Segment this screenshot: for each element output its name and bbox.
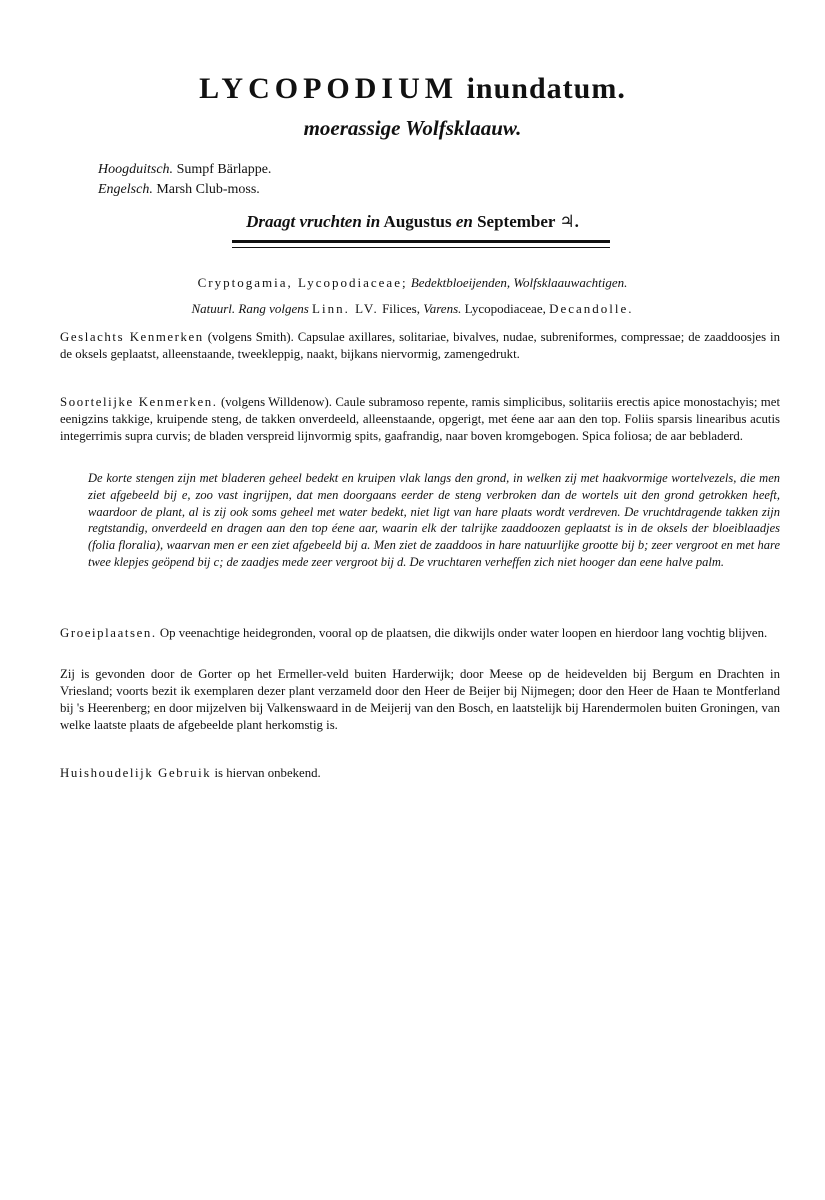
localities: Zij is gevonden door de Gorter op het Ermeller-veld buiten Harderwijk; door Meese op de heidevelden bij Bergum en Drachten in Vriesland; voorts bezit ik exemplaren dezer plant verzameld door den Heer de Beijer bij Nijmegen; door den Heer de Haan te Montferland bij 's Heerenberg; en door mijzelven bij Valkenswaard in de Meijerij van den Bosch, en laatstelijk bij Harendermolen buiten Groningen, van welke laatste plaats de afgebeelde plant herkomstig is.: [60, 667, 780, 732]
divider-thick: [232, 240, 610, 243]
dutch-name: moerassige Wolfsklaauw.: [303, 116, 522, 140]
section-text: Op veenachtige heidegronden, vooral op de plaatsen, die dikwijls onder water loopen en hierdoor lang vochtig blijven.: [159, 626, 768, 640]
fruiting-month1: Augustus: [383, 212, 452, 231]
linnaeus-ref: Linn. LV.: [312, 301, 379, 316]
section-heading: Soortelijke Kenmerken.: [60, 395, 218, 409]
genus-name: LYCOPODIUM: [199, 72, 459, 105]
section-text: is hiervan onbekend.: [214, 766, 321, 780]
fruiting-prefix: Draagt vruchten in: [246, 212, 381, 231]
vernacular-value: Marsh Club-moss.: [156, 182, 260, 197]
vernacular-value: Sumpf Bärlappe.: [176, 162, 272, 177]
species-name: inundatum.: [466, 72, 626, 105]
decandolle-ref: Decandolle.: [549, 301, 634, 316]
vernacular-english: [98, 182, 260, 198]
class-latin: Cryptogamia, Lycopodiaceae;: [197, 275, 408, 290]
section-heading: Geslachts Kenmerken: [60, 330, 204, 344]
vernacular-lang: Hoogduitsch.: [98, 162, 174, 177]
fruiting-conj: en: [455, 212, 473, 231]
section-heading: Groeiplaatsen.: [60, 626, 157, 640]
page-title: [0, 72, 825, 106]
fruiting-month2: September: [477, 212, 556, 231]
fruiting-time: [0, 212, 825, 232]
species-characters: [60, 394, 780, 445]
vernacular-lang: Engelsch.: [98, 182, 153, 197]
classification-line-2: [0, 301, 825, 317]
economic-use: [60, 765, 780, 782]
class-dutch: Bedektbloeijenden, Wolfsklaauwachtigen.: [410, 275, 628, 290]
perennial-symbol: ♃.: [559, 212, 579, 231]
section-heading: Huishoudelijk Gebruik: [60, 766, 212, 780]
section-text: (volgens Willdenow). Caule subramoso repente, ramis simplicibus, solitariis erectis apice monostachyis; met eenigzins takkige, kruipende steng, de takken onverdeeld, alleenstaande, opgerigt, met éene aar aan den top. Foliis sparsis linearibus acutis integerrimis supra curvis; de bladen verspreid lijnvormig spits, gaafrandig, naar boven kromgebogen. Spica foliosa; de aar bebladerd.: [60, 395, 780, 443]
section-text: (volgens Smith). Capsulae axillares, solitariae, bivalves, nudae, subreniformes, compressae; de zaaddoosjes in de oksels geplaatst, alleenstaande, tweekleppig, naakt, bijkans niervormig, zamengedrukt.: [60, 330, 780, 361]
order-dutch: Varens.: [423, 301, 462, 316]
family-name: Lycopodiaceae,: [464, 301, 546, 316]
order-latin: Filices,: [382, 301, 420, 316]
genus-characters: [60, 329, 780, 363]
divider-thin: [232, 247, 610, 248]
vernacular-german: [98, 162, 271, 178]
rank-label: Natuurl. Rang volgens: [191, 301, 309, 316]
description-paragraph: De korte stengen zijn met bladeren geheel bedekt en kruipen vlak langs den grond, in welken zij met haakvormige wortelvezels, die men ziet afgebeeld bij e, zoo vast ingrijpen, dat men doorgaans eerder de steng verbroken dan de wortels uit den grond getrokken heeft, waardoor de plant, al is zij ook soms geheel met water bedekt, niet ligt van hare plaats wordt verdreven. De vruchtdragende takken zijn regtstandig, onverdeeld en dragen aan den top éene aar, waarin elk der talrijke zaaddoozen geplaatst is in de oksels der bloeiblaadjes (folia floralia), waarvan men er een ziet afgebeeld bij a. Men ziet de zaaddoos in hare natuurlijke grootte bij b; zeer vergroot en met hare twee klepjes geöpend bij c; de zaadjes mede zeer vergroot bij d. De vruchtaren verheffen zich niet hooger dan eene halve palm.: [88, 471, 780, 569]
classification-line-1: [0, 275, 825, 291]
habitat: [60, 625, 780, 642]
